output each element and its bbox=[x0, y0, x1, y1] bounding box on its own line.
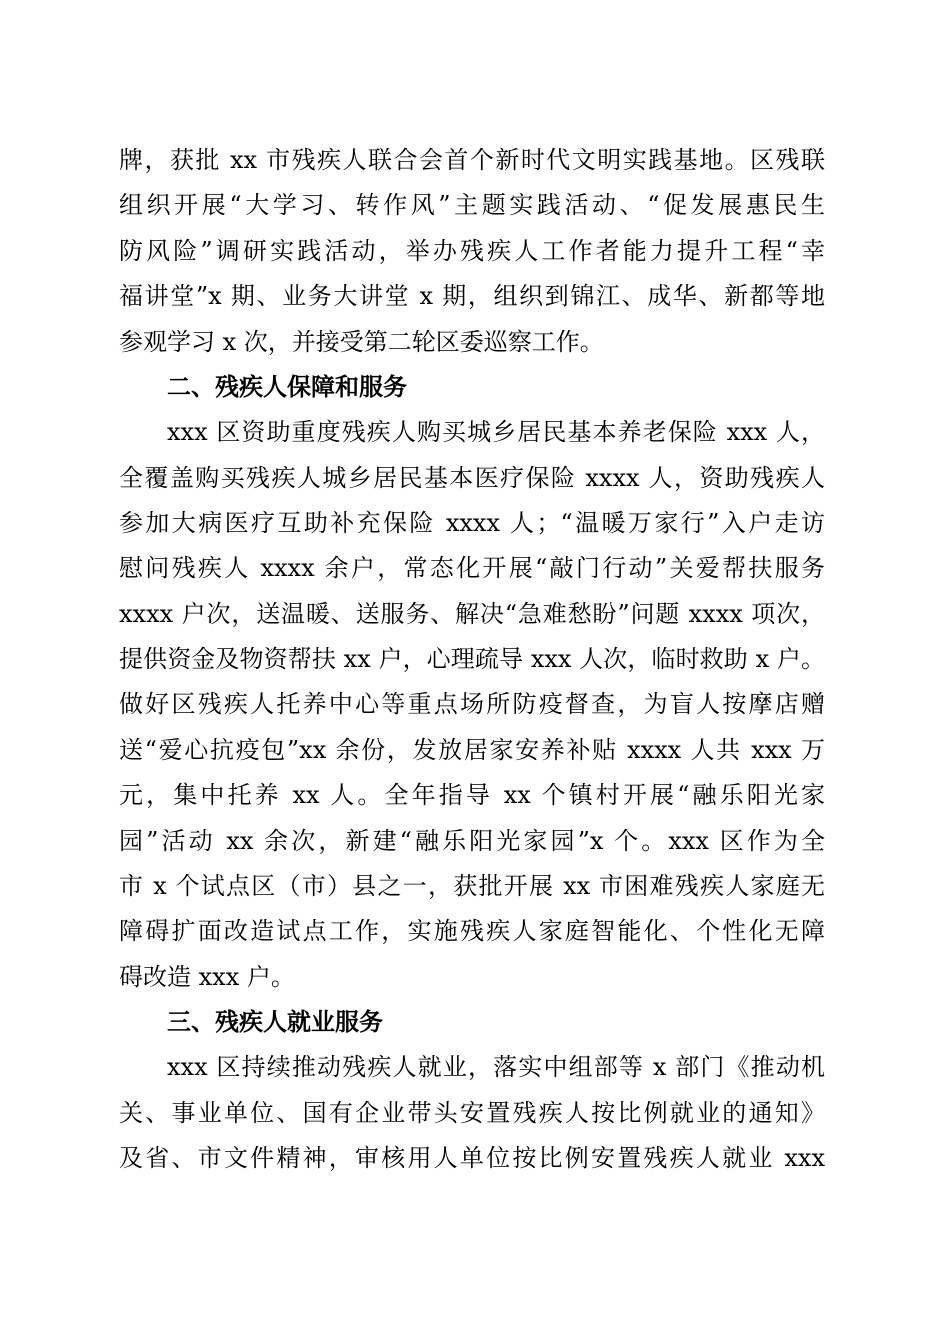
paragraph-line: 碍改造 xxx 户。 bbox=[119, 963, 295, 991]
paragraph-line: 障碍扩面改造试点工作，实施残疾人家庭智能化、个性化无障 bbox=[119, 917, 825, 945]
paragraph-line: 提供资金及物资帮扶 xx 户，心理疏导 xxx 人次，临时救助 x 户。 bbox=[119, 645, 825, 673]
paragraph-line: 防风险”调研实践活动，举办残疾人工作者能力提升工程“幸 bbox=[119, 237, 825, 265]
paragraph-line: xxxx 户次，送温暖、送服务、解决“急难愁盼”问题 xxxx 项次， bbox=[119, 600, 825, 628]
section-heading: 三、残疾人就业服务 bbox=[167, 1008, 383, 1036]
paragraph-line: 元，集中托养 xx 人。全年指导 xx 个镇村开展“融乐阳光家 bbox=[119, 781, 825, 809]
paragraph-line: 市 x 个试点区（市）县之一，获批开展 xx 市困难残疾人家庭无 bbox=[119, 872, 825, 900]
paragraph-line: 组织开展“大学习、转作风”主题实践活动、“促发展惠民生 bbox=[119, 191, 825, 219]
paragraph-line: 做好区残疾人托养中心等重点场所防疫督查，为盲人按摩店赠 bbox=[119, 690, 825, 718]
paragraph-line: 慰问残疾人 xxxx 余户，常态化开展“敲门行动”关爱帮扶服务 bbox=[119, 554, 825, 582]
section-heading: 二、残疾人保障和服务 bbox=[167, 373, 407, 401]
paragraph-line: 牌，获批 xx 市残疾人联合会首个新时代文明实践基地。区残联 bbox=[119, 146, 825, 174]
paragraph-line: 福讲堂”x 期、业务大讲堂 x 期，组织到锦江、成华、新都等地 bbox=[119, 282, 825, 310]
paragraph-line: xxx 区资助重度残疾人购买城乡居民基本养老保险 xxx 人， bbox=[167, 418, 825, 446]
paragraph-line: 参加大病医疗互助补充保险 xxxx 人；“温暖万家行”入户走访 bbox=[119, 509, 825, 537]
paragraph-line: 全覆盖购买残疾人城乡居民基本医疗保险 xxxx 人，资助残疾人 bbox=[119, 464, 825, 492]
paragraph-line: xxx 区持续推动残疾人就业，落实中组部等 x 部门《推动机 bbox=[167, 1053, 825, 1081]
paragraph-line: 及省、市文件精神，审核用人单位按比例安置残疾人就业 xxx bbox=[119, 1144, 825, 1172]
paragraph-line: 参观学习 x 次，并接受第二轮区委巡察工作。 bbox=[119, 328, 604, 356]
paragraph-line: 关、事业单位、国有企业带头安置残疾人按比例就业的通知》 bbox=[119, 1099, 825, 1127]
paragraph-line: 园”活动 xx 余次，新建“融乐阳光家园”x 个。xxx 区作为全 bbox=[119, 827, 825, 855]
paragraph-line: 送“爱心抗疫包”xx 余份，发放居家安养补贴 xxxx 人共 xxx 万 bbox=[119, 736, 825, 764]
